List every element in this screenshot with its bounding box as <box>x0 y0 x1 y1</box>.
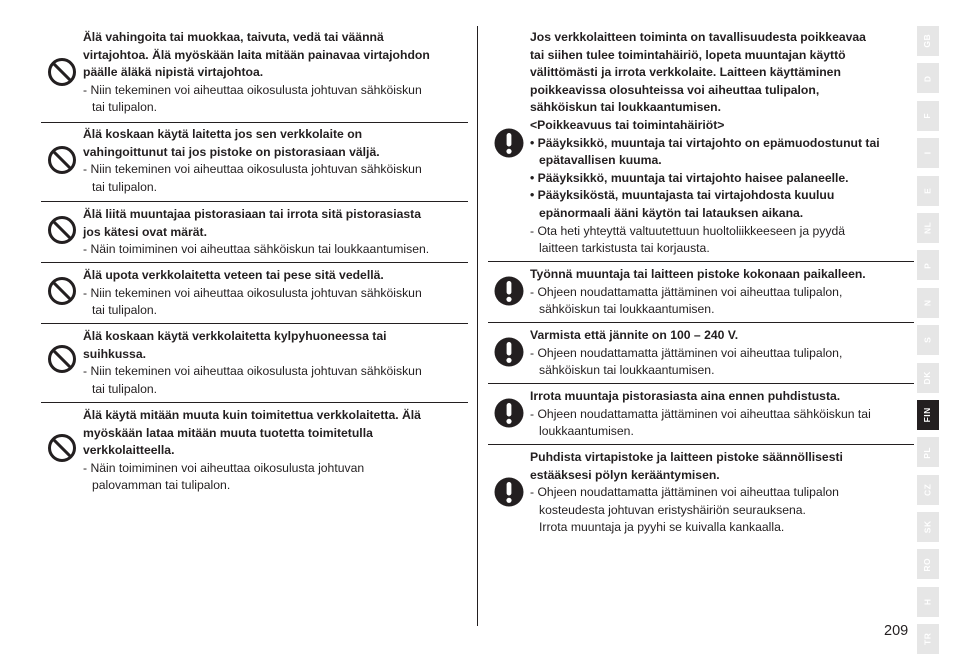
page-number: 209 <box>884 623 909 639</box>
caution-title-line: välittömästi ja irrota verkkolaite. Laitteen käyttäminen <box>530 65 841 80</box>
language-tab-dk[interactable] <box>917 363 939 393</box>
language-tab-label: CZ <box>922 483 933 496</box>
exclamation-icon <box>494 128 524 158</box>
language-tab-label: S <box>922 337 933 344</box>
language-tab-label: E <box>922 187 933 194</box>
caution-title-line: Jos verkkolaitteen toiminta on tavallisuudesta poikkeavaa <box>530 30 866 44</box>
warning-entry <box>41 263 468 324</box>
language-tab-fin[interactable] <box>917 400 939 430</box>
language-tab-pl[interactable] <box>917 437 939 467</box>
exclamation-icon <box>494 398 524 428</box>
language-tab-label: PL <box>922 446 933 459</box>
caution-title-line: <Poikkeavuus tai toimintahäiriöt> <box>530 117 725 132</box>
language-tab-sk[interactable] <box>917 512 939 542</box>
warning-entry <box>41 403 468 501</box>
caution-title-line: Työnnä muuntaja tai laitteen pistoke kokonaan paikalleen. <box>530 267 866 281</box>
warning-title-line: myöskään lataa mitään muuta tuotetta toimitetulla <box>83 425 373 440</box>
bullet-line: • Pääyksikkö, muuntaja tai virtajohto on epämuodostunut tai <box>530 135 880 150</box>
consequence-line: kosteudesta johtuvan eristyshäiriön seurauksena. <box>539 502 806 517</box>
language-tab-label: NL <box>922 221 933 235</box>
warning-entry <box>41 324 468 403</box>
caution-entry <box>488 445 914 543</box>
consequence-line: tai tulipalon. <box>92 100 158 115</box>
consequence-line: - Niin tekeminen voi aiheuttaa oikosulusta johtuvan sähköiskun <box>83 364 422 379</box>
warning-title-line: Älä koskaan käytä laitetta jos sen verkkolaite on <box>83 127 363 141</box>
warning-title-line: virtajohtoa. Älä myöskään laita mitään painavaa virtajohdon <box>83 47 430 62</box>
language-tab-h[interactable] <box>917 587 939 617</box>
language-tab-label: RO <box>922 557 933 572</box>
language-tab-gb[interactable] <box>917 26 939 56</box>
language-tab-label: F <box>922 112 933 119</box>
warning-title-line: Älä vahingoita tai muokkaa, taivuta, vedä tai väännä <box>83 30 384 44</box>
consequence-line: sähköiskun tai loukkaantumisen. <box>539 302 715 317</box>
exclamation-icon <box>494 337 524 367</box>
consequence-line: laitteen tarkistusta tai korjausta. <box>539 241 710 256</box>
consequence-line: tai tulipalon. <box>92 381 158 396</box>
prohibition-icon <box>47 433 77 463</box>
warning-entry <box>41 123 468 202</box>
caution-entry <box>488 262 914 323</box>
bullet-line: • Pääyksikkö, muuntaja tai virtajohto haisee palaneelle. <box>530 170 849 185</box>
language-tab-label: TR <box>922 633 933 646</box>
warning-title-line: Älä upota verkkolaitetta veteen tai pese sitä vedellä. <box>83 268 384 282</box>
language-tab-d[interactable] <box>917 63 939 93</box>
consequence-line: - Ohjeen noudattamatta jättäminen voi aiheuttaa sähköiskun tai <box>530 406 871 421</box>
prohibition-icon <box>47 215 77 245</box>
prohibition-icon <box>47 57 77 87</box>
consequence-line: - Niin tekeminen voi aiheuttaa oikosulusta johtuvan sähköiskun <box>83 162 422 177</box>
warning-title-line: jos kätesi ovat märät. <box>83 224 207 239</box>
consequence-line: - Niin tekeminen voi aiheuttaa oikosulusta johtuvan sähköiskun <box>83 82 422 97</box>
caution-entry <box>488 26 914 262</box>
language-tab-e[interactable] <box>917 176 939 206</box>
caution-title-line: Varmista että jännite on 100 – 240 V. <box>530 328 739 342</box>
language-tab-label: GB <box>922 34 933 48</box>
bullet-line: • Pääyksiköstä, muuntajasta tai virtajohdosta kuuluu <box>530 188 835 203</box>
consequence-line: loukkaantumisen. <box>539 424 634 439</box>
warning-title-line: Älä koskaan käytä verkkolaitetta kylpyhuoneessa tai <box>83 329 387 343</box>
consequence-line: - Näin toimiminen voi aiheuttaa oikosulusta johtuvan <box>83 460 365 475</box>
consequence-line: sähköiskun tai loukkaantumisen. <box>539 363 715 378</box>
consequence-line: palovamman tai tulipalon. <box>92 478 231 493</box>
bullet-line: epänormaali ääni käytön tai latauksen aikana. <box>539 205 804 220</box>
language-tab-p[interactable] <box>917 250 939 280</box>
bullet-line: epätavallisen kuuma. <box>539 153 662 168</box>
warning-entry <box>41 26 468 123</box>
warning-entry <box>41 202 468 263</box>
language-tab-label: P <box>922 262 933 269</box>
warning-title-line: Älä käytä mitään muuta kuin toimitettua verkkolaitetta. Älä <box>83 408 421 422</box>
consequence-line: - Ohjeen noudattamatta jättäminen voi aiheuttaa tulipalon, <box>530 345 843 360</box>
language-tab-ro[interactable] <box>917 549 939 579</box>
caution-title-line: estääksesi pölyn kerääntymisen. <box>530 467 720 482</box>
warning-title-line: päälle äläkä nipistä virtajohtoa. <box>83 65 264 80</box>
language-tab-label: FIN <box>922 407 933 423</box>
warning-title-line: suihkussa. <box>83 346 146 361</box>
warning-title-line: Älä liitä muuntajaa pistorasiaan tai irrota sitä pistorasiasta <box>83 207 421 221</box>
language-tab-cz[interactable] <box>917 475 939 505</box>
language-tab-label: SK <box>922 520 933 534</box>
consequence-line: - Ohjeen noudattamatta jättäminen voi aiheuttaa tulipalon <box>530 485 839 500</box>
language-tab-nl[interactable] <box>917 213 939 243</box>
language-tab-label: N <box>922 299 933 307</box>
caution-title-line: poikkeavissa olosuhteissa voi aiheuttaa tulipalon, <box>530 82 820 97</box>
language-tab-label: DK <box>922 370 933 385</box>
language-tab-label: D <box>922 75 933 82</box>
language-tab-n[interactable] <box>917 288 939 318</box>
caution-entry <box>488 384 914 445</box>
exclamation-icon <box>494 276 524 306</box>
warning-title-line: verkkolaitteella. <box>83 443 175 458</box>
language-tab-bar <box>917 26 939 662</box>
language-tab-f[interactable] <box>917 101 939 131</box>
caution-title-line: tai siihen tulee toimintahäiriö, lopeta muuntajan käyttö <box>530 47 846 62</box>
prohibition-icon <box>47 344 77 374</box>
language-tab-i[interactable] <box>917 138 939 168</box>
language-tab-s[interactable] <box>917 325 939 355</box>
caution-title-line: sähköiskun tai loukkaantumisen. <box>530 100 721 115</box>
language-tab-label: I <box>922 151 933 155</box>
exclamation-icon <box>494 477 524 507</box>
prohibition-icon <box>47 145 77 175</box>
warning-title-line: vahingoittunut tai jos pistoke on pistorasiaan väljä. <box>83 144 380 159</box>
consequence-line: - Niin tekeminen voi aiheuttaa oikosulusta johtuvan sähköiskun <box>83 285 422 300</box>
prohibition-icon <box>47 276 77 306</box>
caution-entry <box>488 323 914 384</box>
language-tab-tr[interactable] <box>917 624 939 654</box>
consequence-line: - Ota heti yhteyttä valtuutettuun huoltoliikkeeseen ja pyydä <box>530 223 846 238</box>
language-tab-label: H <box>922 598 933 606</box>
consequence-line: - Näin toimiminen voi aiheuttaa sähköiskun tai loukkaantumisen. <box>83 242 430 257</box>
caution-title-line: Puhdista virtapistoke ja laitteen pistoke säännöllisesti <box>530 450 843 464</box>
right-column <box>488 26 914 543</box>
consequence-line: tai tulipalon. <box>92 179 158 194</box>
left-column <box>41 26 468 501</box>
column-divider <box>477 26 478 626</box>
consequence-line: Irrota muuntaja ja pyyhi se kuivalla kankaalla. <box>539 520 785 535</box>
consequence-line: tai tulipalon. <box>92 303 158 318</box>
consequence-line: - Ohjeen noudattamatta jättäminen voi aiheuttaa tulipalon, <box>530 284 843 299</box>
caution-title-line: Irrota muuntaja pistorasiasta aina ennen puhdistusta. <box>530 389 841 403</box>
